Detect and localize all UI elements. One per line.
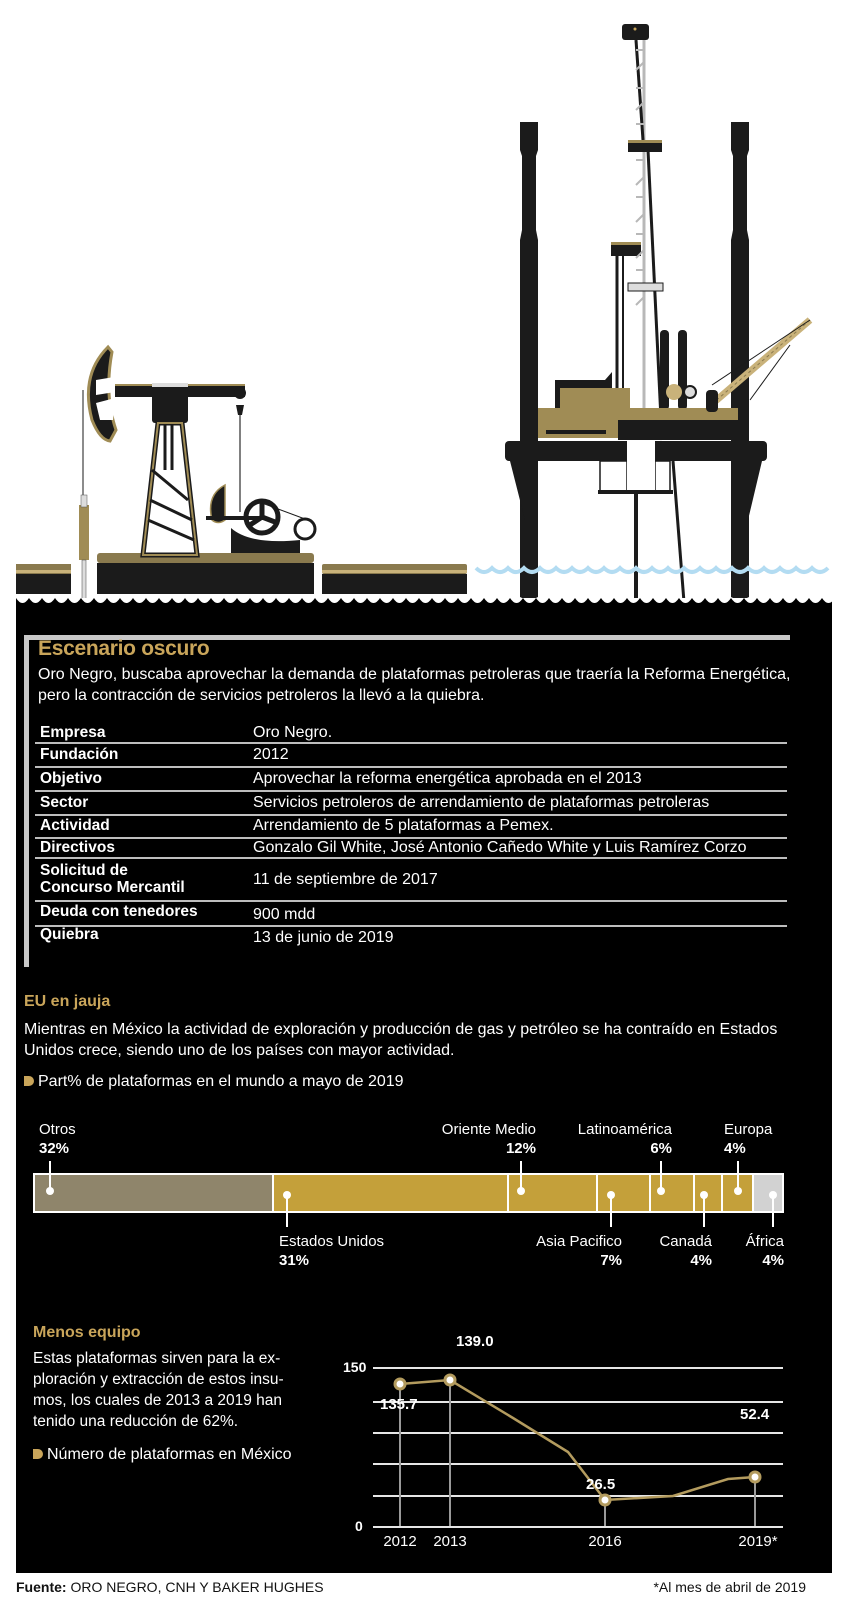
row-value: Aprovechar la reforma energética aprobada en el 2013 (253, 770, 642, 787)
x-tick-2016: 2016 (588, 1533, 622, 1550)
source-label: Fuente: (16, 1579, 67, 1595)
row-key: Quiebra (40, 926, 99, 943)
row-value: 900 mdd (253, 906, 316, 923)
row-key: Objetivo (40, 770, 103, 787)
x-tick-2012: 2012 (383, 1533, 417, 1550)
row-value: 2012 (253, 746, 289, 763)
source-credit (16, 1579, 324, 1595)
label-estados-unidos: Estados Unidos 31% (279, 1233, 385, 1269)
source-text: ORO NEGRO, CNH Y BAKER HUGHES (70, 1579, 324, 1595)
label-oriente-medio: Oriente Medio 12% (441, 1121, 536, 1157)
y-tick-150: 150 (343, 1359, 367, 1375)
legend-label: Part% de plataformas en el mundo a mayo de 2019 (38, 1073, 404, 1090)
row-key-line1: Solicitud de (40, 862, 128, 879)
row-value: 13 de junio de 2019 (253, 929, 394, 946)
value-label-2013: 139.0 (456, 1333, 494, 1350)
label-africa: África 4% (745, 1233, 784, 1269)
x-tick-2019: 2019* (738, 1533, 778, 1550)
row-value: Arrendamiento de 5 plataformas a Pemex. (253, 817, 554, 834)
value-label-2019: 52.4 (740, 1406, 770, 1423)
row-value: 11 de septiembre de 2017 (253, 871, 438, 888)
value-label-2016: 26.5 (586, 1476, 616, 1493)
row-key: Fundación (40, 746, 119, 763)
row-key: Sector (40, 794, 89, 811)
label-otros: Otros 32% (39, 1121, 76, 1157)
label-asia-pacifico: Asia Pacifico 7% (536, 1233, 622, 1269)
row-key-line2: Concurso Mercantil (40, 879, 185, 896)
label-canada: Canadá 4% (659, 1233, 712, 1269)
legend-label: Número de plataformas en México (47, 1446, 292, 1463)
section-title-escenario: Escenario oscuro (38, 637, 210, 660)
row-key: Directivos (40, 839, 115, 856)
value-label-2012: 135.7 (380, 1396, 418, 1413)
row-key: Deuda con tenedores (40, 903, 198, 920)
y-tick-0: 0 (355, 1518, 363, 1534)
label-europa: Europa 4% (724, 1121, 773, 1157)
section-lead-escenario: Oro Negro, buscaba aprovechar la demanda de plataformas petroleras que traería la Reforma Energética, pero la contracción de servicios petroleros la llevó a la quiebra. (38, 666, 791, 704)
label-latinoamerica: Latinoamérica 6% (577, 1121, 672, 1157)
section-lead-eu: Mientras en México la actividad de exploración y producción de gas y petróleo se ha contraído en Estados Unidos crece, siendo uno de los países con mayor actividad. (24, 1021, 778, 1059)
footnote: *Al mes de abril de 2019 (653, 1579, 806, 1595)
row-key: Actividad (40, 817, 110, 834)
row-value: Oro Negro. (253, 724, 333, 741)
row-key: Empresa (40, 724, 106, 741)
section-title-menos-equipo: Menos equipo (33, 1324, 141, 1341)
section-title-eu: EU en jauja (24, 993, 111, 1010)
section-lead-menos-equipo: Estas plataformas sirven para la ex- ploración y extracción de estos insu- mos, los cuales de 2013 a 2019 han tenido una reducción de 62%. (33, 1350, 284, 1430)
row-value: Servicios petroleros de arrendamiento de plataformas petroleras (253, 794, 710, 811)
row-value: Gonzalo Gil White, José Antonio Cañedo White y Luis Ramírez Corzo (253, 839, 747, 856)
x-tick-2013: 2013 (433, 1533, 467, 1550)
